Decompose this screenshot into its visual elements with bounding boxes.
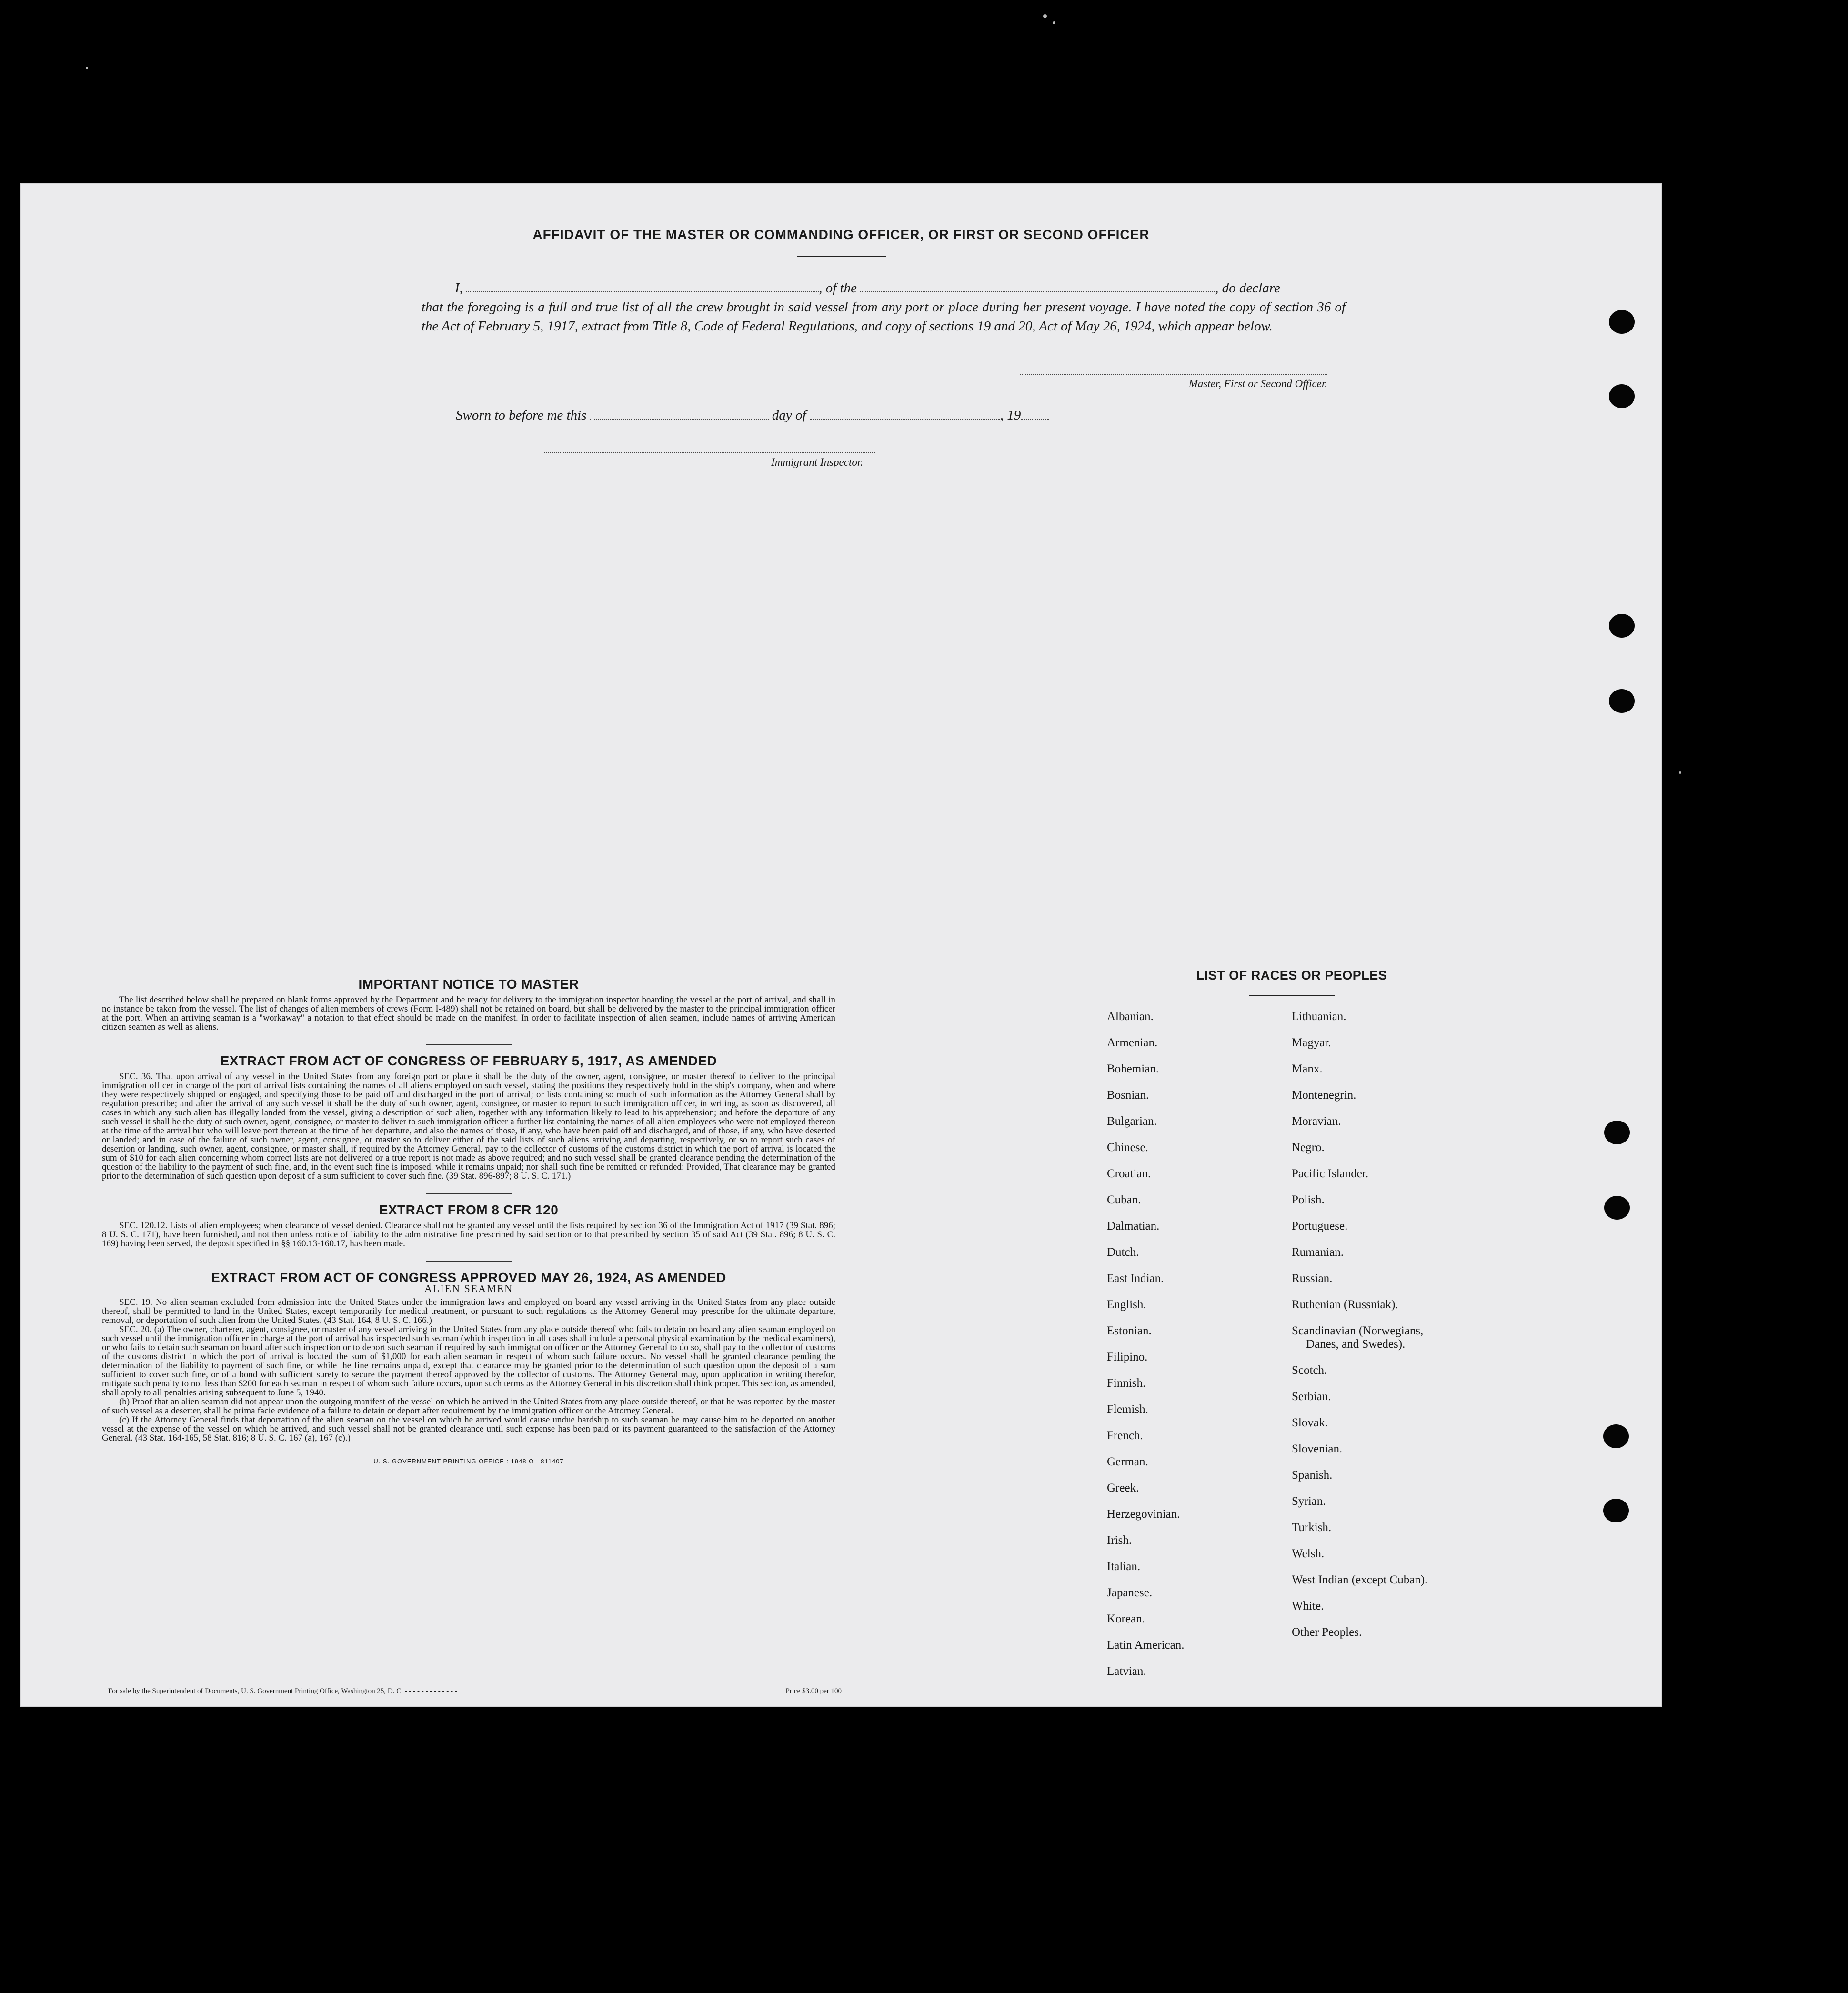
race-item: Dalmatian. bbox=[1107, 1220, 1160, 1232]
race-item: White. bbox=[1292, 1600, 1324, 1612]
race-item: Pacific Islander. bbox=[1292, 1167, 1369, 1180]
section-rule bbox=[426, 1261, 512, 1262]
sworn-line bbox=[456, 407, 1049, 423]
race-item: Estonian. bbox=[1107, 1324, 1152, 1337]
race-item: Bulgarian. bbox=[1107, 1115, 1157, 1128]
punch-hole bbox=[1603, 1499, 1629, 1522]
sworn-year-prefix: , 19 bbox=[1000, 408, 1021, 423]
affidavit-statement: that the foregoing is a full and true list of all the crew brought in said vessel from any port or place during her present voyage. I have noted the copy of section 36 of the Act of February 5, 1917, extract from Title 8, Code of Federal Regulations, and copy of sections 19 and 20, Act of May 26, 1924, which appear below. bbox=[422, 300, 1346, 334]
act-1924-sec-20b: (b) Proof that an alien seaman did not appear upon the outgoing manifest of the vessel on which he arrived in the United States from any place outside thereof, or that he was reported by the master of such vessel as a deserter, shall be prima facie evidence of a failure to detain or deport after requirement by the immigration officer or the Attorney General. bbox=[102, 1397, 835, 1416]
races-title: LIST OF RACES OR PEOPLES bbox=[1196, 968, 1387, 982]
footer-sale-text: For sale by the Superintendent of Documents, U. S. Government Printing Office, Washington 25, D. C. - - - - - - - - - - - - - bbox=[108, 1687, 457, 1695]
race-item: Polish. bbox=[1292, 1193, 1325, 1206]
race-item: Slovenian. bbox=[1292, 1442, 1343, 1455]
punch-hole bbox=[1609, 384, 1635, 408]
race-item: Negro. bbox=[1292, 1141, 1325, 1154]
cfr-120-text: SEC. 120.12. Lists of alien employees; when clearance of vessel denied. Clearance shall not be granted any vessel until the lists required by section 36 of the Immigration Act of 1917 (39 Stat. 896; 8 U. S. C. 171), have been furnished, and not then unless notice of liability to the administrative fine prescribed by said section or to that prescribed by section 35 of said Act (39 Stat. 896; 8 U. S. C. 169) having been served, the deposit specified in §§ 160.13-160.17, has been made. bbox=[102, 1221, 835, 1249]
race-item: Latin American. bbox=[1107, 1639, 1185, 1652]
race-item: Albanian. bbox=[1107, 1010, 1154, 1023]
race-item: Bosnian. bbox=[1107, 1089, 1149, 1102]
sworn-day-of: day of bbox=[772, 408, 806, 423]
races-column-2 bbox=[1292, 1010, 1427, 1652]
punch-hole bbox=[1604, 1121, 1630, 1144]
act-1924-sec-19: SEC. 19. No alien seaman excluded from admission into the United States under the immigration laws and employed on board any vessel arriving in the United States from any place outside thereof, shall be permitted to land in the United States, except temporarily for medical treatment, or pursuant to such regulations as the Attorney General may prescribe for the ultimate departure, removal, or deportation of such alien from the United States. (43 Stat. 164, 8 U. S. C. 166.) bbox=[102, 1297, 835, 1325]
master-signature-line bbox=[1020, 374, 1327, 375]
race-item: Syrian. bbox=[1292, 1495, 1326, 1508]
gpo-imprint: U. S. GOVERNMENT PRINTING OFFICE : 1948 O—811407 bbox=[373, 1458, 564, 1465]
title-rule bbox=[797, 256, 886, 257]
section-rule bbox=[426, 1044, 512, 1045]
race-item: Herzegovinian. bbox=[1107, 1508, 1180, 1521]
race-item: Irish. bbox=[1107, 1534, 1132, 1547]
master-signature bbox=[1020, 374, 1327, 390]
race-item: Finnish. bbox=[1107, 1377, 1146, 1390]
sale-footer bbox=[108, 1683, 842, 1695]
punch-hole bbox=[1603, 1424, 1629, 1448]
race-item: Filipino. bbox=[1107, 1351, 1148, 1363]
race-item: German. bbox=[1107, 1455, 1148, 1468]
punch-hole bbox=[1609, 689, 1635, 713]
sworn-year-blank bbox=[1021, 407, 1049, 420]
race-item: Italian. bbox=[1107, 1560, 1141, 1573]
race-item: Bohemian. bbox=[1107, 1062, 1159, 1075]
race-item: East Indian. bbox=[1107, 1272, 1164, 1285]
punch-hole bbox=[1609, 310, 1635, 334]
race-item: English. bbox=[1107, 1298, 1146, 1311]
race-item: Portuguese. bbox=[1292, 1220, 1348, 1232]
affidavit-body bbox=[422, 279, 1346, 336]
cfr-120-title: EXTRACT FROM 8 CFR 120 bbox=[379, 1202, 559, 1217]
race-item: Japanese. bbox=[1107, 1586, 1153, 1599]
race-item: Serbian. bbox=[1292, 1390, 1331, 1403]
act-1924-sec-20c: (c) If the Attorney General finds that deportation of the alien seaman on the vessel on which he arrived would cause undue hardship to such seaman he may cause him to be deported on another vessel at the expense of the vessel on which he arrived, and such vessel shall not be granted clearance until such expense has been paid or its payment guaranteed to the satisfaction of the Attorney General. (43 Stat. 164-165, 58 Stat. 816; 8 U. S. C. 167 (a), 167 (c).) bbox=[102, 1415, 835, 1443]
sworn-day-blank bbox=[590, 407, 769, 420]
race-item: Turkish. bbox=[1292, 1521, 1332, 1534]
race-item: Other Peoples. bbox=[1292, 1626, 1362, 1639]
footer-price: Price $3.00 per 100 bbox=[785, 1687, 842, 1695]
race-item: West Indian (except Cuban). bbox=[1292, 1573, 1428, 1586]
race-item: Moravian. bbox=[1292, 1115, 1341, 1128]
affidavit-title: AFFIDAVIT OF THE MASTER OR COMMANDING OFFICER, OR FIRST OR SECOND OFFICER bbox=[532, 227, 1150, 242]
inspector-signature bbox=[544, 452, 875, 469]
race-item: Manx. bbox=[1292, 1062, 1323, 1075]
race-item: Lithuanian. bbox=[1292, 1010, 1346, 1023]
punch-hole bbox=[1604, 1196, 1630, 1220]
races-column-1 bbox=[1107, 1010, 1184, 1691]
race-item: Croatian. bbox=[1107, 1167, 1151, 1180]
act-1917-title: EXTRACT FROM ACT OF CONGRESS OF FEBRUARY 5, 1917, AS AMENDED bbox=[220, 1053, 717, 1068]
race-item: Latvian. bbox=[1107, 1665, 1146, 1678]
vessel-blank bbox=[860, 280, 1215, 292]
affidavit-i-label: I, bbox=[455, 280, 463, 296]
affidavit-of-the: , of the bbox=[819, 280, 857, 296]
race-item: Welsh. bbox=[1292, 1547, 1325, 1560]
act-1924-sec-20a: SEC. 20. (a) The owner, charterer, agent, consignee, or master of any vessel arriving in the United States from any place outside thereof who fails to detain on board any alien seaman employed on such vessel until the immigration officer in charge at the port of arrival has inspected such seaman (which inspection in all cases shall include a personal physical examination by the medical examiners), or who fails to detain such seaman on board after such inspection or to deport such seaman if required by such immigration officer or the Attorney General to do so, shall pay to the collector of customs of the customs district in which the port of arrival is located the sum of $1,000 for each alien seaman in respect of whom such failure occurs. No vessel shall be granted clearance pending the determination of the liability to payment of such fine, or while the fine remains unpaid, except that clearance may be granted prior to the determination of such question upon the deposit of a sum sufficient to cover such fine, or of a bond with sufficient surety to secure the payment thereof approved by the collector of customs. The Attorney General may, upon application in writing therefor, mitigate such penalty to not less than $200 for each seaman in respect of whom such failure occurs, upon such terms as the Attorney General in his discretion shall think proper. This section, as amended, shall apply to all penalties arising subsequent to June 5, 1940. bbox=[102, 1324, 835, 1398]
name-blank bbox=[466, 280, 819, 292]
race-item: Cuban. bbox=[1107, 1193, 1141, 1206]
race-item: Rumanian. bbox=[1292, 1246, 1344, 1259]
act-1924-text bbox=[102, 1298, 835, 1442]
inspector-signature-label: Immigrant Inspector. bbox=[771, 456, 863, 468]
document-page bbox=[20, 183, 1662, 1707]
act-1917-text: SEC. 36. That upon arrival of any vessel in the United States from any foreign port or place it shall be the duty of the owner, agent, consignee, or master thereof to deliver to the principal immigration officer in charge of the port of arrival lists containing the names of all aliens employed on such vessel, stating the positions they respectively hold in the ship's company, when and where they were respectively shipped or engaged, and specifying those to be paid off and discharged in the port of arrival; or lists containing so much of such information as the Attorney General shall by regulation prescribe; and after the arrival of any such vessel it shall be the duty of such owner, agent, consignee, or master to report to such immigration officer, in writing, as soon as discovered, all cases in which any such alien has illegally landed from the vessel, giving a description of such alien, together with any information likely to lead to his apprehension; and before the departure of any such vessel it shall be the duty of such owner, agent, consignee, or master to deliver to such immigration officer a further list containing the names of all alien employees who were not employed thereon at the time of the arrival but who will leave port thereon at the time of her departure, and also the names of those, if any, who have been paid off and discharged, and of those, if any, who have deserted or landed; and in case of the failure of such owner, agent, consignee, or master so to deliver either of the said lists of such aliens arriving and departing, respectively, or so to report such cases of desertion or landing, such owner, agent, consignee, or master shall, if required by the Attorney General, pay to the collector of customs of the customs district in which the port of arrival is located the sum of $10 for each alien concerning whom correct lists are not delivered or a true report is not made as above required; and no such vessel shall be granted clearance pending the determination of the question of the liability to the payment of such fine, and, in the event such fine is imposed, while it remains unpaid; nor shall such fine be remitted or refunded: Provided, That clearance may be granted prior to the determination of such question upon deposit of a sum sufficient to cover such fine. (39 Stat. 896-897; 8 U. S. C. 171.) bbox=[102, 1072, 835, 1181]
sworn-prefix: Sworn to before me this bbox=[456, 408, 587, 423]
affidavit-do-declare: , do declare bbox=[1215, 280, 1280, 296]
race-item: Ruthenian (Russniak). bbox=[1292, 1298, 1398, 1311]
race-item: Greek. bbox=[1107, 1482, 1139, 1494]
inspector-signature-line bbox=[544, 452, 875, 453]
notice-title: IMPORTANT NOTICE TO MASTER bbox=[358, 977, 579, 991]
sworn-month-blank bbox=[810, 407, 1000, 420]
alien-seamen-subtitle: ALIEN SEAMEN bbox=[424, 1282, 513, 1294]
master-signature-label: Master, First or Second Officer. bbox=[1188, 378, 1327, 390]
race-item: Russian. bbox=[1292, 1272, 1333, 1285]
race-item: Armenian. bbox=[1107, 1036, 1158, 1049]
race-item: Spanish. bbox=[1292, 1469, 1333, 1482]
race-item: Scotch. bbox=[1292, 1364, 1327, 1377]
punch-hole bbox=[1609, 614, 1635, 638]
section-rule bbox=[426, 1193, 512, 1194]
race-item: Slovak. bbox=[1292, 1416, 1328, 1429]
regulations-column bbox=[102, 977, 835, 1466]
race-item: Dutch. bbox=[1107, 1246, 1139, 1259]
race-item: Chinese. bbox=[1107, 1141, 1148, 1154]
race-item: Korean. bbox=[1107, 1612, 1145, 1625]
race-item: Danes, and Swedes). bbox=[1306, 1338, 1406, 1351]
race-item: Flemish. bbox=[1107, 1403, 1148, 1416]
race-item: Montenegrin. bbox=[1292, 1089, 1356, 1102]
act-1924-title: EXTRACT FROM ACT OF CONGRESS APPROVED MAY 26, 1924, AS AMENDED bbox=[211, 1270, 726, 1285]
race-item: Magyar. bbox=[1292, 1036, 1331, 1049]
race-item: Scandinavian (Norwegians, bbox=[1292, 1324, 1424, 1337]
notice-text: The list described below shall be prepared on blank forms approved by the Department and be ready for delivery to the immigration inspector boarding the vessel at the port of arrival, and shall in no instance be taken from the vessel. The list of changes of alien members of crews (Form I-489) shall not be retained on board, but shall be delivered by the master to the principal immigration officer at the port. When an arriving seaman is a "workaway" a notation to that effect should be made on the manifest. In order to facilitate inspection of alien seamen, include names of arriving American citizen seamen as well as aliens. bbox=[102, 995, 835, 1032]
races-title-rule bbox=[1249, 995, 1335, 996]
race-item: French. bbox=[1107, 1429, 1143, 1442]
